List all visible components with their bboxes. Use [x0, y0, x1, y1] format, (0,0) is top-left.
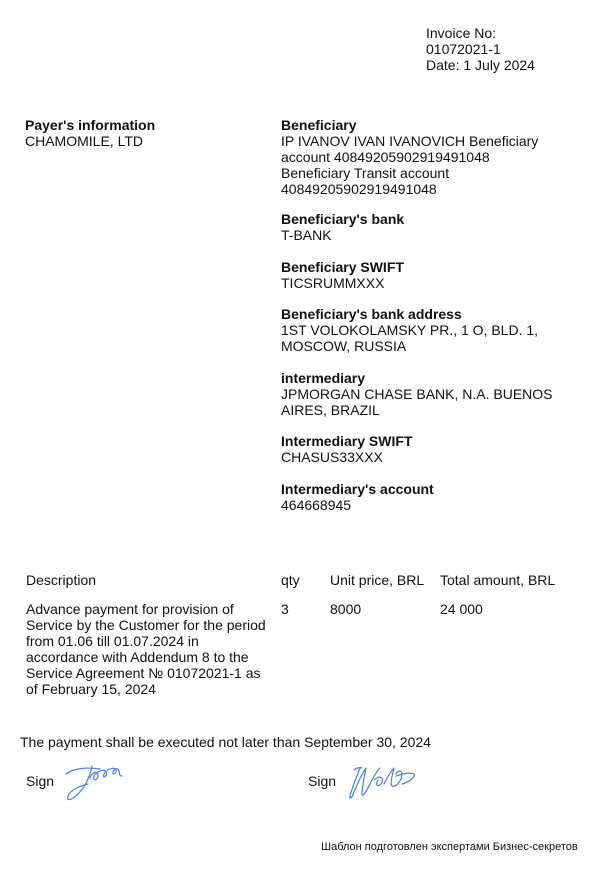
- payment-deadline-note: The payment shall be executed not later than September 30, 2024: [20, 734, 431, 750]
- intermediary-line: JPMORGAN CHASE BANK, N.A. BUENOS: [281, 386, 553, 402]
- invoice-number-label: Invoice No:: [426, 25, 497, 41]
- header-unit-price: Unit price, BRL: [330, 572, 425, 588]
- beneficiary-section: [281, 117, 538, 197]
- cell-qty: 3: [281, 601, 289, 617]
- payer-label: Payer's information: [25, 117, 156, 133]
- beneficiary-bank-value: T-BANK: [281, 227, 332, 243]
- intermediary-account-value: 464668945: [281, 497, 352, 513]
- payer-sign-label: Sign: [26, 773, 55, 789]
- beneficiary-sign-label: Sign: [308, 773, 337, 789]
- cell-description: [26, 601, 266, 697]
- beneficiary-signature: [344, 762, 422, 806]
- invoice-header: [426, 25, 535, 73]
- cell-unit-price: 8000: [330, 601, 362, 617]
- intermediary-swift-label: Intermediary SWIFT: [281, 433, 413, 449]
- intermediary-label: intermediary: [281, 370, 366, 386]
- description-line: Service Agreement № 01072021-1 as: [26, 665, 261, 681]
- beneficiary-bank-address-label: Beneficiary's bank address: [281, 306, 462, 322]
- beneficiary-line: account 40849205902919491048: [281, 149, 490, 165]
- description-line: accordance with Addendum 8 to the: [26, 649, 249, 665]
- header-qty: qty: [281, 572, 300, 588]
- invoice-date: Date: 1 July 2024: [426, 57, 535, 73]
- beneficiary-bank-address-line: 1ST VOLOKOLAMSKY PR., 1 O, BLD. 1,: [281, 322, 539, 338]
- beneficiary-swift-value: TICSRUMMXXX: [281, 275, 385, 291]
- description-line: from 01.06 till 01.07.2024 in: [26, 633, 199, 649]
- beneficiary-label: Beneficiary: [281, 117, 357, 133]
- template-credit: Шаблон подготовлен экспертами Бизнес-секретов: [321, 841, 578, 853]
- beneficiary-line: IP IVANOV IVAN IVANOVICH Beneficiary: [281, 133, 539, 149]
- intermediary-section: [281, 370, 553, 418]
- beneficiary-bank-address-line: MOSCOW, RUSSIA: [281, 338, 407, 354]
- header-description: Description: [26, 572, 97, 588]
- intermediary-account-label: Intermediary's account: [281, 481, 434, 497]
- intermediary-account-section: [281, 481, 434, 513]
- beneficiary-bank-address-section: [281, 306, 538, 354]
- description-line: Advance payment for provision of: [26, 601, 234, 617]
- beneficiary-bank-section: [281, 211, 404, 243]
- description-line: Service by the Customer for the period: [26, 617, 266, 633]
- intermediary-swift-section: [281, 433, 412, 465]
- beneficiary-bank-label: Beneficiary's bank: [281, 211, 405, 227]
- beneficiary-line: 40849205902919491048: [281, 181, 437, 197]
- beneficiary-swift-section: [281, 259, 404, 291]
- cell-total: 24 000: [440, 601, 483, 617]
- header-total: Total amount, BRL: [440, 572, 556, 588]
- payer-info: [25, 117, 155, 149]
- beneficiary-line: Beneficiary Transit account: [281, 165, 450, 181]
- description-line: of February 15, 2024: [26, 681, 156, 697]
- intermediary-line: AIRES, BRAZIL: [281, 402, 380, 418]
- invoice-number: 01072021-1: [426, 41, 501, 57]
- payer-name: CHAMOMILE, LTD: [25, 133, 143, 149]
- intermediary-swift-value: CHASUS33XXX: [281, 449, 383, 465]
- beneficiary-swift-label: Beneficiary SWIFT: [281, 259, 404, 275]
- payer-signature: [62, 762, 140, 806]
